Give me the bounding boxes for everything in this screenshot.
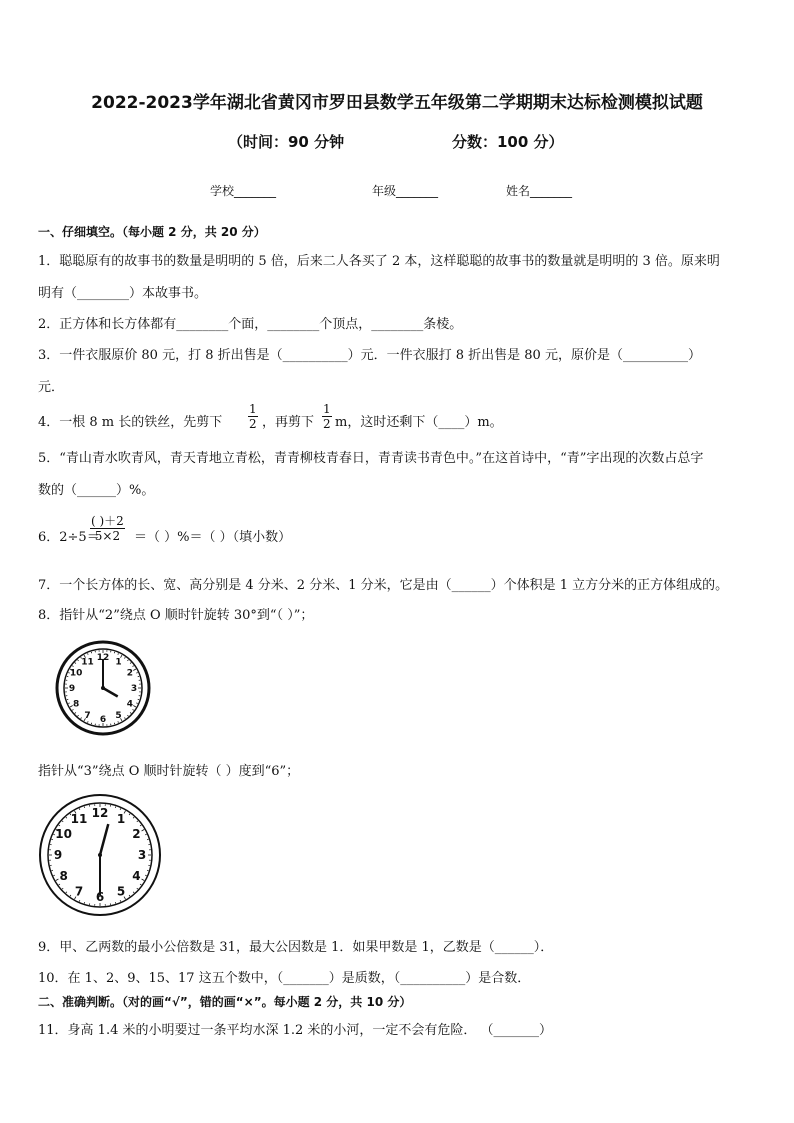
clock-tick-mark [70, 895, 71, 896]
clock-tick-mark [145, 834, 146, 835]
clock-number: 8 [73, 699, 80, 710]
page-title: 2022-2023学年湖北省黄冈市罗田县数学五年级第二学期期末达标检测模拟试题 [91, 93, 703, 113]
clock-tick-mark [79, 808, 80, 809]
clock-number: 1 [115, 657, 122, 668]
clock-number: 3 [130, 684, 138, 695]
question-4-part-3: m，这时还剩下（____）m。 [335, 415, 503, 430]
clock-number: 12 [91, 806, 109, 821]
clock-number: 10 [69, 668, 83, 679]
clock-tick-mark [75, 663, 76, 664]
clock-tick-mark [137, 821, 138, 822]
clock-tick-mark [66, 892, 67, 893]
clock-tick-mark [133, 666, 134, 667]
clock-number: 5 [115, 710, 122, 721]
clock-tick-mark [62, 888, 63, 889]
clock-tick-mark [120, 900, 121, 901]
question-11: 11．身高 1.4 米的小明要过一条平均水深 1.2 米的小河，一定不会有危险． （_______） [38, 1023, 553, 1038]
clock-tick-mark [133, 817, 134, 818]
clock-tick-mark [140, 825, 141, 826]
clock-tick-mark [136, 703, 137, 704]
question-3-line-1: 3．一件衣服原价 80 元，打 8 折出售是（__________）元．一件衣服打 8 折出售是 80 元，原价是（__________） [38, 348, 701, 363]
fraction-numerator: ( )＋2 [91, 514, 124, 528]
clock-tick-mark [79, 900, 80, 901]
question-5-line-2: 数的（______）%。 [38, 483, 155, 498]
clock-number: 9 [68, 684, 76, 695]
clock-tick-mark [53, 875, 54, 876]
school-field: 学校_______ [210, 184, 277, 198]
clock-tick-mark [78, 660, 79, 661]
clock-tick-mark [137, 888, 138, 889]
clock-tick-mark [59, 884, 60, 885]
clock-tick-mark [129, 814, 130, 815]
question-9: 9．甲、乙两数的最小公倍数是 31，最大公因数是 1．如果甲数是 1，乙数是（______）． [38, 940, 554, 955]
question-6-fraction [90, 514, 125, 543]
fraction-numerator: 1 [323, 402, 331, 416]
clock-face-1 [50, 640, 160, 736]
clock-1-center-point [101, 686, 105, 690]
clock-tick-mark [133, 706, 136, 708]
section-2-heading: 二、准确判断。（对的画“√”，错的画“×”。每小题 2 分，共 10 分） [38, 995, 412, 1009]
fraction-denominator: 5×2 [94, 529, 121, 543]
question-3-line-2: 元． [38, 380, 65, 395]
question-8-line-2: 指针从“3”绕点 O 顺时针旋转（ ）度到“6”； [38, 764, 300, 779]
fraction-denominator: 2 [323, 417, 331, 431]
clock-tick-mark [88, 653, 89, 654]
question-4-part-1: 4．一根 8 m 长的铁丝，先剪下 [38, 415, 223, 430]
clock-tick-mark [142, 830, 145, 832]
total-score: 分数：100 分） [452, 133, 564, 151]
fraction-one-half-a [248, 402, 258, 431]
grade-field: 年级_______ [372, 184, 439, 198]
clock-tick-mark [130, 712, 131, 713]
clock-number: 11 [70, 811, 88, 826]
clock-face-2 [36, 793, 164, 917]
clock-tick-mark [124, 657, 125, 658]
fraction-numerator: 1 [249, 402, 257, 416]
question-8-line-1: 8．指针从“2”绕点 O 顺时针旋转 30°到“（ ）”； [38, 608, 314, 623]
clock-1-hour-hand [103, 688, 118, 697]
clock-number: 11 [81, 657, 94, 668]
question-2: 2．正方体和长方体都有________个面，________个顶点，________条棱。 [38, 317, 463, 332]
fraction-denominator: 2 [249, 417, 257, 431]
section-1-heading: 一、仔细填空。（每小题 2 分，共 20 分） [38, 225, 266, 239]
clock-tick-mark [118, 721, 119, 722]
fraction-one-half-b [322, 402, 332, 431]
clock-tick-mark [124, 718, 125, 719]
clock-tick-mark [56, 879, 59, 881]
clock-number: 2 [126, 668, 133, 679]
question-4-part-2: ，再剪下 [262, 415, 315, 430]
clock-tick-mark [72, 666, 73, 667]
question-5-line-1: 5．“青山青水吹青风，青天青地立青松，青青柳枝青春日，青青读书青色中。”在这首诗中，“青”字出现的次数占总字 [38, 451, 704, 466]
clock-tick-mark [66, 817, 67, 818]
clock-tick-mark [118, 653, 119, 654]
clock-tick-mark [140, 884, 141, 885]
clock-tick-mark [127, 715, 128, 716]
clock-number: 9 [53, 848, 63, 863]
clock-number: 3 [137, 848, 147, 863]
clock-tick-mark [142, 879, 145, 881]
clock-tick-mark [133, 892, 134, 893]
clock-tick-mark [133, 669, 136, 671]
clock-2-center-point [98, 853, 102, 857]
clock-tick-mark [81, 718, 82, 719]
clock-tick-mark [130, 663, 131, 664]
clock-tick-mark [136, 673, 137, 674]
clock-number: 2 [132, 827, 141, 842]
name-field: 姓名_______ [506, 184, 573, 198]
clock-tick-mark [59, 825, 60, 826]
clock-tick-mark [120, 808, 121, 809]
question-1-line-2: 明有（________）本故事书。 [38, 286, 208, 301]
question-6-suffix: ＝（ ）%＝（ ）（填小数） [134, 530, 292, 545]
clock-number: 5 [116, 884, 126, 899]
clock-number: 10 [55, 827, 72, 842]
time-limit: （时间：90 分钟 [228, 133, 345, 151]
clock-tick-mark [145, 875, 146, 876]
question-10: 10．在 1、2、9、15、17 这五个数中，（_______）是质数，（__________）是合数． [38, 971, 531, 986]
clock-tick-mark [62, 821, 63, 822]
clock-number: 7 [74, 884, 84, 899]
clock-tick-mark [68, 703, 69, 704]
clock-number: 4 [126, 699, 133, 710]
clock-tick-mark [88, 721, 89, 722]
clock-number: 8 [59, 869, 68, 884]
clock-number: 4 [132, 869, 141, 884]
clock-number: 6 [99, 715, 107, 726]
question-6-prefix: 6．2÷5＝ [38, 530, 100, 545]
question-7: 7．一个长方体的长、宽、高分别是 4 分米、2 分米、1 分米，它是由（______）个体积是 1 立方分米的正方体组成的。 [38, 578, 729, 593]
clock-number: 1 [116, 811, 126, 826]
clock-number: 7 [84, 710, 91, 721]
clock-tick-mark [127, 660, 128, 661]
clock-2-hour-hand [100, 824, 108, 855]
clock-tick-mark [75, 712, 76, 713]
clock-tick-mark [129, 895, 130, 896]
question-1-line-1: 1．聪聪原有的故事书的数量是明明的 5 倍，后来二人各买了 2 本，这样聪聪的故事书的数量就是明明的 3 倍。原来明 [38, 254, 720, 269]
clock-number: 6 [95, 890, 105, 905]
clock-number: 12 [96, 653, 110, 664]
clock-tick-mark [78, 715, 79, 716]
